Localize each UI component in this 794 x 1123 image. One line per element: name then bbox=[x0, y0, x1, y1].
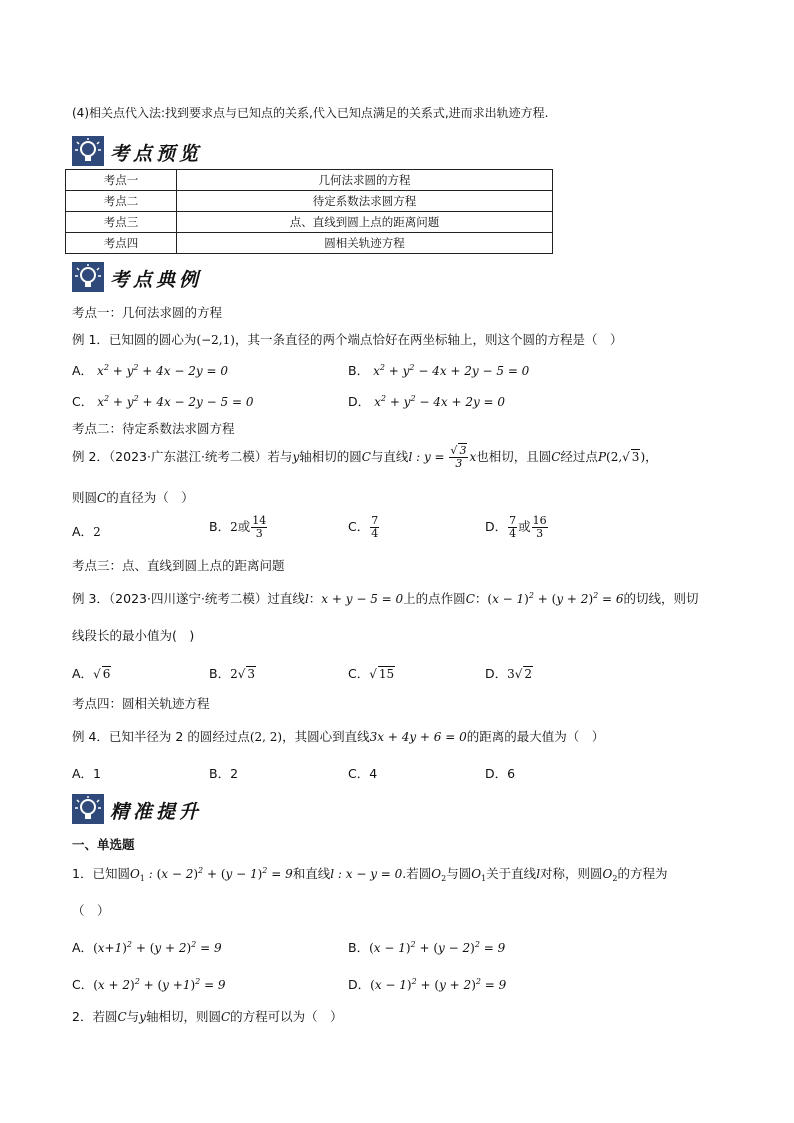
topic-heading: 考点三：点、直线到圆上点的距离问题 bbox=[72, 558, 285, 573]
example-3-stem-line2: 线段长的最小值为( ) bbox=[72, 628, 195, 643]
question-text: .若圆 bbox=[402, 866, 432, 881]
question-1-stem bbox=[72, 864, 668, 883]
math-expression: $(x - 1)^2 + (y - 2)^2 = 9$ bbox=[369, 940, 506, 955]
option-label: D． bbox=[485, 666, 508, 681]
math-expression: $x^2 + y^2 - 4x + 2y = 0$ bbox=[374, 394, 506, 409]
option-label: B． bbox=[209, 519, 231, 535]
option-d bbox=[485, 664, 533, 682]
math-expression: y bbox=[139, 1010, 146, 1024]
question-text: 与圆 bbox=[446, 866, 472, 881]
table-row bbox=[66, 233, 553, 254]
question-text: 的方程为 bbox=[617, 866, 668, 881]
math-expression: l : y = $\frac{√ 3}{3}$ x bbox=[408, 444, 477, 471]
option-d bbox=[348, 392, 505, 410]
option-label: C． bbox=[72, 977, 94, 992]
math-expression: C bbox=[361, 450, 371, 465]
example-text: 的切线，则切 bbox=[623, 591, 699, 606]
option-label: B． bbox=[348, 940, 370, 955]
option-label: A． bbox=[72, 666, 94, 681]
topic-heading: 考点一：几何法求圆的方程 bbox=[72, 305, 223, 320]
section-banner-examples bbox=[72, 262, 212, 292]
option-c bbox=[72, 975, 226, 993]
section-banner-overview bbox=[72, 136, 212, 166]
lightbulb-icon bbox=[72, 136, 104, 166]
math-expression: C bbox=[551, 450, 561, 465]
math-expression: l : x − y = 0 bbox=[330, 867, 403, 881]
overview-table bbox=[65, 169, 553, 254]
option-label: C． bbox=[348, 519, 370, 535]
option-c bbox=[72, 392, 253, 410]
math-expression: $x^2 + y^2 + 4x - 2y = 0$ bbox=[97, 363, 228, 378]
math-expression: C bbox=[97, 491, 107, 505]
example-text: 也相切，且圆 bbox=[476, 449, 552, 465]
table-row bbox=[66, 212, 553, 233]
example-text: 与直线 bbox=[370, 449, 409, 465]
question-text: 和直线 bbox=[292, 866, 331, 881]
option-b bbox=[209, 664, 256, 682]
math-expression: l bbox=[536, 867, 541, 881]
table-cell: 考点三 bbox=[66, 212, 177, 233]
fraction: $\frac{7}{4}$ bbox=[509, 514, 517, 541]
option-b bbox=[348, 938, 505, 956]
option-label: A． bbox=[72, 524, 94, 539]
option-value: 2 bbox=[230, 520, 238, 535]
question-text: 轴相切，则圆 bbox=[145, 1009, 221, 1024]
math-expression: $O_2$ bbox=[602, 867, 618, 883]
section-banner-practice bbox=[72, 794, 212, 824]
math-expression: (2, 2) bbox=[249, 730, 283, 744]
example-4-stem bbox=[72, 727, 604, 745]
math-expression: $(x - 1)^2 + (y + 2)^2 = 9$ bbox=[370, 977, 507, 992]
option-a bbox=[72, 938, 222, 956]
math-expression: P(2,√ 3) bbox=[597, 450, 646, 465]
table-cell: 点、直线到圆上点的距离问题 bbox=[177, 212, 553, 233]
lightbulb-icon bbox=[72, 794, 104, 824]
section-title: 考点预览 bbox=[110, 143, 203, 165]
math-expression: l bbox=[304, 592, 309, 606]
option-label: A． bbox=[72, 363, 94, 378]
question-text: 2．若圆 bbox=[72, 1009, 118, 1024]
option-b bbox=[348, 361, 529, 379]
example-text: 轴相切的圆 bbox=[299, 449, 362, 465]
fraction: $\frac{14}{3}$ bbox=[252, 514, 267, 541]
example-3-stem: 例 3．（2023·四川遂宁·统考二模）过直线l：x + y − 5 = 0上的点作圆C：$(x - 1)^2 + (y + 2)^2 = 6$的切线，则切 bbox=[72, 591, 699, 606]
table-cell: 圆相关轨迹方程 bbox=[177, 233, 553, 254]
math-expression: $(x + 2)^2 + (y +1)^2 = 9$ bbox=[93, 977, 226, 992]
example-1-stem bbox=[72, 330, 622, 348]
math-expression: $O_1$ bbox=[471, 867, 487, 883]
option-value: 2 bbox=[93, 525, 101, 539]
question-2-stem bbox=[72, 1007, 343, 1025]
example-text: ，其圆心到直线 bbox=[282, 729, 370, 744]
option-a bbox=[72, 664, 111, 682]
math-expression: 3√ 2 bbox=[507, 667, 533, 681]
math-expression: √ 6 bbox=[93, 667, 111, 681]
option-label: D． bbox=[348, 394, 371, 409]
example-text: 例 2．（2023·广东湛江·统考二模）若与 bbox=[72, 449, 293, 465]
topic-heading: 考点二：待定系数法求圆方程 bbox=[72, 421, 235, 436]
math-expression: 3x + 4y + 6 = 0 bbox=[369, 730, 467, 744]
option-value: 或 bbox=[518, 519, 531, 535]
example-text: 例 4．已知半径为 2 的圆经过点 bbox=[72, 729, 250, 744]
question-1-blank: （ ） bbox=[72, 903, 110, 918]
question-text: 关于直线 bbox=[486, 866, 537, 881]
table-cell: 考点一 bbox=[66, 170, 177, 191]
math-expression: $x^2 + y^2 - 4x + 2y - 5 = 0$ bbox=[373, 363, 530, 378]
math-expression: y bbox=[292, 450, 300, 465]
option-d: D．6 bbox=[485, 766, 516, 781]
table-cell: 考点二 bbox=[66, 191, 177, 212]
math-expression: (−2,1) bbox=[196, 333, 235, 347]
question-text: 对称，则圆 bbox=[540, 866, 603, 881]
example-text: 例 1．已知圆的圆心为 bbox=[72, 332, 197, 347]
lightbulb-icon bbox=[72, 262, 104, 292]
option-label: A． bbox=[72, 940, 94, 955]
fraction: $\frac{7}{4}$ bbox=[371, 514, 379, 541]
example-text: ，其一条直径的两个端点恰好在两坐标轴上，则这个圆的方程是（ ） bbox=[234, 332, 623, 347]
question-text: 1．已知圆 bbox=[72, 866, 130, 881]
option-label: C． bbox=[348, 666, 370, 681]
table-row bbox=[66, 191, 553, 212]
math-expression: C bbox=[220, 1010, 231, 1024]
example-text: 例 3．（2023·四川遂宁·统考二模）过直线 bbox=[72, 591, 305, 606]
option-label: B． bbox=[209, 666, 231, 681]
example-text: 的直径为（ ） bbox=[106, 490, 194, 505]
option-a bbox=[72, 361, 228, 379]
option-label: D． bbox=[348, 977, 371, 992]
example-2-stem-line2 bbox=[72, 488, 194, 506]
math-expression: 2√ 3 bbox=[230, 667, 255, 681]
table-row bbox=[66, 170, 553, 191]
table-cell: 考点四 bbox=[66, 233, 177, 254]
option-label: C． bbox=[72, 394, 94, 409]
option-a bbox=[72, 522, 101, 540]
question-text: 的方程可以为（ ） bbox=[230, 1009, 343, 1024]
subsection-heading: 一、单选题 bbox=[72, 837, 135, 852]
example-text: 则圆 bbox=[72, 490, 98, 505]
option-d bbox=[348, 975, 506, 993]
option-a: A．1 bbox=[72, 766, 102, 781]
math-expression: $O_2$ bbox=[431, 867, 447, 883]
math-expression: $(x+1)^2 + (y + 2)^2 = 9$ bbox=[93, 940, 222, 955]
option-d bbox=[485, 515, 549, 540]
math-expression: $(x - 1)^2 + (y + 2)^2 = 6$ bbox=[487, 591, 624, 606]
section-title: 精准提升 bbox=[110, 801, 203, 823]
option-label: D． bbox=[485, 519, 508, 535]
option-value: 或 bbox=[237, 519, 251, 535]
example-2-stem: 例 2．（2023·广东湛江·统考二模）若与y轴相切的圆C与直线l : y = $\frac{√ 3}{3}$ x也相切，且圆C经过点P(2,√ 3)， bbox=[72, 444, 658, 471]
option-c bbox=[348, 515, 380, 540]
option-label: B． bbox=[348, 363, 370, 378]
fraction: $\frac{16}{3}$ bbox=[532, 514, 547, 541]
topic-heading: 考点四：圆相关轨迹方程 bbox=[72, 696, 210, 711]
section-title: 考点典例 bbox=[110, 269, 203, 291]
example-text: 上的点作圆 bbox=[403, 591, 466, 606]
table-cell: 待定系数法求圆方程 bbox=[177, 191, 553, 212]
math-expression: $O_1$ : $(x - 2)^2 + (y - 1)^2 = 9$ bbox=[129, 866, 293, 883]
math-expression: $x^2 + y^2 + 4x - 2y - 5 = 0$ bbox=[97, 394, 254, 409]
example-text: 经过点 bbox=[560, 449, 598, 465]
intro-line: (4)相关点代入法:找到要求点与已知点的关系,代入已知点满足的关系式,进而求出轨迹方程. bbox=[72, 106, 549, 120]
example-text: 的距离的最大值为（ ） bbox=[466, 729, 605, 744]
math-expression: C bbox=[117, 1010, 127, 1024]
table-cell: 几何法求圆的方程 bbox=[177, 170, 553, 191]
option-c: C．4 bbox=[348, 766, 378, 781]
option-b: B．2 bbox=[209, 766, 239, 781]
math-expression: √ 15 bbox=[369, 667, 395, 681]
question-text: 与 bbox=[126, 1009, 140, 1024]
option-c bbox=[348, 664, 395, 682]
math-expression: x + y − 5 = 0 bbox=[321, 592, 404, 606]
math-expression: C bbox=[465, 592, 475, 606]
option-b bbox=[209, 515, 268, 540]
